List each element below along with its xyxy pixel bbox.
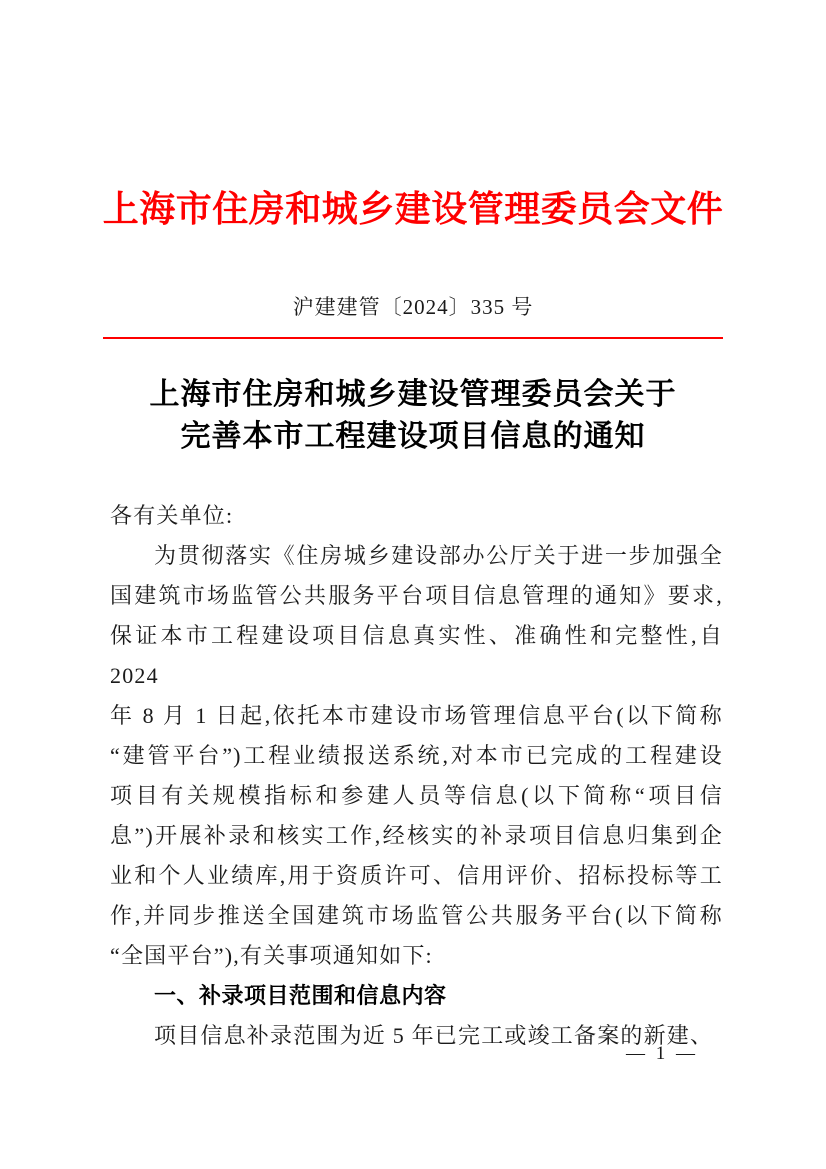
body-line: 息”)开展补录和核实工作,经核实的补录项目信息归集到企 bbox=[110, 823, 723, 848]
body-line: 国建筑市场监管公共服务平台项目信息管理的通知》要求, bbox=[110, 583, 723, 608]
body-text bbox=[110, 496, 723, 1056]
header-divider-line bbox=[103, 337, 723, 339]
body-line: “建管平台”)工程业绩报送系统,对本市已完成的工程建设 bbox=[110, 743, 723, 768]
body-line: 为贯彻落实《住房城乡建设部办公厅关于进一步加强全 bbox=[154, 543, 723, 568]
body-line: 一、补录项目范围和信息内容 bbox=[154, 983, 447, 1008]
body-line: 业和个人业绩库,用于资质许可、信用评价、招标投标等工 bbox=[110, 863, 723, 888]
document-header-title: 上海市住房和城乡建设管理委员会文件 bbox=[102, 189, 724, 229]
body-line: 各有关单位: bbox=[110, 503, 234, 528]
body-line: 项目有关规模指标和参建人员等信息(以下简称“项目信 bbox=[110, 783, 723, 808]
page-number: — 1 — bbox=[626, 1043, 698, 1064]
document-number: 沪建建管〔2024〕335 号 bbox=[292, 295, 534, 319]
body-line: 保证本市工程建设项目信息真实性、准确性和完整性,自 2024 bbox=[110, 623, 723, 688]
document-title-line2: 完善本市工程建设项目信息的通知 bbox=[180, 420, 646, 453]
body-line: “全国平台”),有关事项通知如下: bbox=[110, 943, 433, 968]
body-line: 项目信息补录范围为近 5 年已完工或竣工备案的新建、 bbox=[154, 1023, 714, 1048]
body-line: 作,并同步推送全国建筑市场监管公共服务平台(以下简称 bbox=[110, 903, 723, 928]
body-line: 年 8 月 1 日起,依托本市建设市场管理信息平台(以下简称 bbox=[110, 703, 723, 728]
document-title-line1: 上海市住房和城乡建设管理委员会关于 bbox=[149, 378, 677, 411]
document-title bbox=[0, 374, 826, 458]
